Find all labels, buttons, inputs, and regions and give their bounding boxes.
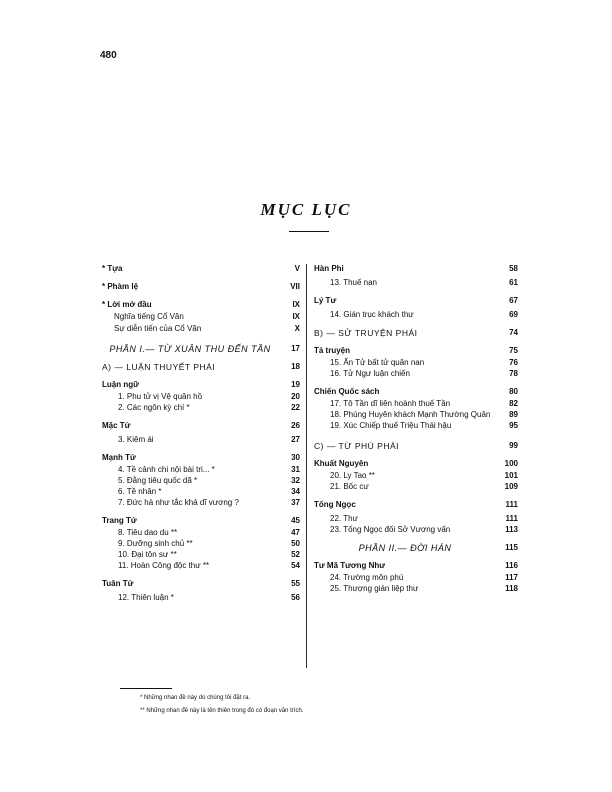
toc-entry-title: 25. Thượng gián liệp thư bbox=[330, 584, 419, 593]
toc-entry-page: 78 bbox=[509, 369, 518, 378]
toc-entry-page: 50 bbox=[291, 539, 300, 548]
toc-entry bbox=[314, 441, 518, 451]
toc-entry bbox=[314, 421, 518, 431]
toc-entry-title: Mặc Tử bbox=[102, 421, 131, 430]
toc-entry-title: 16. Tử Ngư luận chiến bbox=[330, 369, 410, 378]
toc-entry bbox=[314, 387, 518, 397]
toc-entry bbox=[102, 476, 300, 486]
toc-entry-title: 14. Gián trục khách thư bbox=[330, 310, 414, 319]
toc-entry-title: C) — TỪ PHÚ PHÁI bbox=[314, 441, 399, 451]
toc-entry bbox=[314, 410, 518, 420]
toc-entry bbox=[102, 593, 300, 603]
toc-entry-page: 58 bbox=[509, 264, 518, 273]
toc-entry-page: 52 bbox=[291, 550, 300, 559]
toc-entry-page: 26 bbox=[291, 421, 300, 430]
page-number: 480 bbox=[100, 50, 117, 61]
toc-entry-page: 75 bbox=[509, 346, 518, 355]
toc-entry-page: 56 bbox=[291, 593, 300, 602]
toc-entry bbox=[314, 561, 518, 571]
title-underline bbox=[289, 231, 329, 232]
toc-entry-page: IX bbox=[292, 312, 300, 321]
toc-entry-title: 19. Xúc Chiếp thuế Triệu Thái hậu bbox=[330, 421, 452, 430]
toc-entry-title: 6. Tề nhân * bbox=[118, 487, 162, 496]
toc-entry bbox=[314, 584, 518, 594]
toc-entry-page: 67 bbox=[509, 296, 518, 305]
toc-entry-title: 18. Phùng Huyên khách Mạnh Thường Quân bbox=[330, 410, 491, 419]
toc-entry bbox=[314, 278, 518, 288]
toc-entry-title: 2. Các ngôn kỳ chí * bbox=[118, 403, 190, 412]
toc-entry-title: 10. Đại tôn sư ** bbox=[118, 550, 177, 559]
toc-entry-title: 7. Đức hà như tắc khả dĩ vương ? bbox=[118, 498, 239, 507]
toc-entry-title: Chiến Quốc sách bbox=[314, 387, 380, 396]
toc-entry bbox=[102, 498, 300, 508]
toc-entry-title: Tư Mã Tương Như bbox=[314, 561, 386, 570]
toc-entry bbox=[102, 550, 300, 560]
toc-entry-title: Lý Tư bbox=[314, 296, 337, 305]
toc-entry-title: 11. Hoàn Công độc thư ** bbox=[118, 561, 210, 570]
toc-entry bbox=[102, 516, 300, 526]
toc-entry-page: 116 bbox=[505, 561, 518, 570]
toc-entry bbox=[102, 344, 300, 354]
toc-entry-page: 54 bbox=[291, 561, 300, 570]
toc-entry bbox=[314, 399, 518, 409]
toc-entry-title: 8. Tiêu dao du ** bbox=[118, 528, 178, 537]
toc-entry-page: 30 bbox=[291, 453, 300, 462]
toc-entry-page: 117 bbox=[505, 573, 518, 582]
toc-entry bbox=[314, 573, 518, 583]
toc-entry-title: 12. Thiên luận * bbox=[118, 593, 174, 602]
toc-entry-title: 1. Phu tử vị Vệ quân hồ bbox=[118, 392, 203, 401]
toc-entry bbox=[102, 465, 300, 475]
toc-entry-page: 115 bbox=[505, 543, 518, 552]
toc-entry-page: 45 bbox=[291, 516, 300, 525]
toc-entry bbox=[314, 500, 518, 510]
toc-entry-title: 5. Đằng tiêu quốc dã * bbox=[118, 476, 198, 485]
toc-entry-page: 37 bbox=[291, 498, 300, 507]
toc-entry bbox=[102, 264, 300, 274]
toc-entry-page: 95 bbox=[509, 421, 518, 430]
toc-entry bbox=[314, 310, 518, 320]
toc-entry-title: 22. Thư bbox=[330, 514, 358, 523]
toc-entry bbox=[102, 453, 300, 463]
toc-entry-title: Khuất Nguyên bbox=[314, 459, 369, 468]
toc-entry bbox=[314, 514, 518, 524]
toc-entry-page: 47 bbox=[291, 528, 300, 537]
toc-entry-page: 34 bbox=[291, 487, 300, 496]
toc-entry-page: 82 bbox=[509, 399, 518, 408]
toc-entry-title: Mạnh Tử bbox=[102, 453, 136, 462]
toc-entry-page: IX bbox=[292, 300, 300, 309]
toc-entry-title: Luận ngữ bbox=[102, 380, 139, 389]
toc-entry-title: 23. Tống Ngọc đối Sở Vương vấn bbox=[330, 525, 451, 534]
toc-entry-page: X bbox=[294, 324, 300, 333]
toc-entry-title: Tả truyện bbox=[314, 346, 351, 355]
toc-entry-page: 61 bbox=[509, 278, 518, 287]
toc-entry-title: Tuân Tử bbox=[102, 579, 134, 588]
toc-entry-page: 76 bbox=[509, 358, 518, 367]
toc-entry-title: Hàn Phi bbox=[314, 264, 344, 273]
toc-entry bbox=[314, 346, 518, 356]
toc-entry bbox=[102, 312, 300, 322]
toc-entry-title: 3. Kiêm ái bbox=[118, 435, 154, 444]
toc-entry-page: 74 bbox=[509, 328, 518, 337]
toc-entry-title: 15. Ấn Tử bất tử quân nan bbox=[330, 358, 425, 367]
toc-entry-page: 111 bbox=[505, 500, 518, 509]
toc-entry bbox=[314, 482, 518, 492]
toc-entry-page: 18 bbox=[291, 362, 300, 371]
toc-entry-page: 80 bbox=[509, 387, 518, 396]
toc-entry bbox=[102, 528, 300, 538]
toc-entry-title: 9. Dưỡng sinh chủ ** bbox=[118, 539, 193, 548]
toc-entry-title: * Tựa bbox=[102, 264, 123, 273]
toc-entry bbox=[102, 392, 300, 402]
toc-entry bbox=[102, 324, 300, 334]
page-title: MỤC LỤC bbox=[260, 200, 352, 219]
toc-entry-page: 118 bbox=[505, 584, 518, 593]
toc-column-left bbox=[102, 264, 300, 603]
toc-entry-page: V bbox=[294, 264, 300, 273]
toc-entry-page: 100 bbox=[504, 459, 518, 468]
toc-entry bbox=[102, 435, 300, 445]
toc-entry-page: 27 bbox=[291, 435, 300, 444]
toc-entry-page: 31 bbox=[291, 465, 300, 474]
toc-entry bbox=[102, 362, 300, 372]
toc-entry bbox=[314, 471, 518, 481]
toc-entry-page: 69 bbox=[509, 310, 518, 319]
footnote-1: * Những nhan đề này do chúng tôi đặt ra. bbox=[140, 695, 251, 701]
toc-entry-title: Nghĩa tiếng Cổ Văn bbox=[114, 312, 184, 321]
toc-entry bbox=[102, 300, 300, 310]
toc-entry-title: B) — SỬ TRUYỆN PHÁI bbox=[314, 328, 418, 338]
toc-entry-title: 21. Bốc cư bbox=[330, 482, 369, 491]
toc-entry-title: * Lời mở đầu bbox=[102, 300, 152, 309]
toc-entry bbox=[314, 525, 518, 535]
toc-entry bbox=[314, 296, 518, 306]
toc-entry-page: 20 bbox=[291, 392, 300, 401]
toc-entry-page: 111 bbox=[505, 514, 518, 523]
toc-entry bbox=[314, 543, 518, 553]
toc-entry bbox=[314, 369, 518, 379]
toc-entry-page: VII bbox=[290, 282, 300, 291]
toc-entry bbox=[102, 282, 300, 292]
toc-entry-page: 55 bbox=[291, 579, 300, 588]
toc-entry bbox=[102, 579, 300, 589]
toc-entry bbox=[102, 487, 300, 497]
toc-entry-title: 24. Trường môn phú bbox=[330, 573, 404, 582]
toc-entry-page: 113 bbox=[505, 525, 518, 534]
toc-entry-title: 17. Tô Tần dĩ liên hoành thuế Tần bbox=[330, 399, 451, 408]
toc-entry bbox=[102, 539, 300, 549]
toc-entry-title: PHẦN I.— TỪ XUÂN THU ĐẾN TẦN bbox=[109, 344, 271, 354]
toc-entry-page: 99 bbox=[509, 441, 518, 450]
toc-entry-title: * Phàm lệ bbox=[102, 282, 139, 291]
toc-entry bbox=[314, 328, 518, 338]
toc-entry bbox=[102, 403, 300, 413]
footnote-divider bbox=[120, 688, 172, 689]
toc-entry bbox=[314, 358, 518, 368]
toc-entry-title: A) — LUẬN THUYẾT PHÁI bbox=[102, 362, 216, 372]
toc-entry-title: PHẦN II.— ĐỜI HÁN bbox=[358, 543, 452, 553]
toc-entry-page: 22 bbox=[291, 403, 300, 412]
toc-entry bbox=[314, 264, 518, 274]
toc-entry-title: Trang Tử bbox=[102, 516, 137, 525]
toc-entry-page: 109 bbox=[504, 482, 518, 491]
toc-entry-page: 89 bbox=[509, 410, 518, 419]
toc-entry-page: 17 bbox=[291, 344, 300, 353]
toc-entry-title: Tống Ngọc bbox=[314, 500, 356, 509]
toc-entry bbox=[102, 561, 300, 571]
toc-entry-title: 13. Thuế nan bbox=[330, 278, 378, 287]
toc-entry-title: Sự diễn tiến của Cổ Văn bbox=[114, 324, 202, 333]
toc-entry-page: 32 bbox=[291, 476, 300, 485]
toc-entry-page: 19 bbox=[291, 380, 300, 389]
toc-entry bbox=[314, 459, 518, 469]
toc-entry bbox=[102, 380, 300, 390]
toc-entry bbox=[102, 421, 300, 431]
footnote-2: ** Những nhan đề này là tên thiên trong đó có đoạn văn trích. bbox=[140, 708, 304, 714]
toc-column-right bbox=[314, 264, 518, 594]
toc-entry-title: 4. Tề cảnh chi nội bài tri... * bbox=[118, 465, 215, 474]
toc-entry-title: 20. Ly Tao ** bbox=[330, 471, 375, 480]
toc-entry-page: 101 bbox=[504, 471, 518, 480]
